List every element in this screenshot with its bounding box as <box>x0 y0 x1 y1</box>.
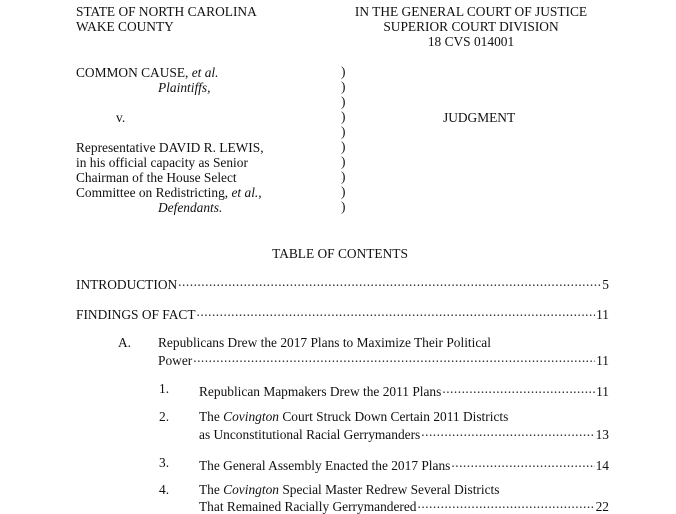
toc-label: Power <box>158 353 193 368</box>
paren: ) <box>341 199 346 214</box>
toc-text-part: Special Master Redrew Several Districts <box>278 482 500 497</box>
toc-title: TABLE OF CONTENTS <box>272 246 408 261</box>
defendant-line-2: in his official capacity as Senior <box>76 155 248 170</box>
toc-entry-item-1[interactable] <box>199 381 609 399</box>
toc-section-letter: A. <box>118 335 132 350</box>
defendant-line-4-text: Committee on Redistricting, <box>76 185 229 200</box>
dot-leader <box>442 381 595 396</box>
dot-leader <box>451 455 594 470</box>
case-number: 18 CVS 014001 <box>427 34 515 49</box>
paren: ) <box>341 124 346 139</box>
toc-item-2-line1[interactable] <box>199 409 508 424</box>
paren: ) <box>341 94 346 109</box>
toc-item-4-line1[interactable] <box>199 482 499 497</box>
paren: ) <box>341 64 346 79</box>
plaintiff-etal: et al. <box>191 65 219 80</box>
toc-case-name: Covington <box>223 409 279 424</box>
defendant-etal: et al., <box>231 185 262 200</box>
paren: ) <box>341 184 346 199</box>
defendant-line-1: Representative DAVID R. LEWIS, <box>76 140 264 155</box>
paren: ) <box>341 139 346 154</box>
paren: ) <box>341 154 346 169</box>
court-line: IN THE GENERAL COURT OF JUSTICE <box>354 4 588 19</box>
toc-case-name: Covington <box>223 482 279 497</box>
division-line: SUPERIOR COURT DIVISION <box>383 19 559 34</box>
toc-item-number: 3. <box>159 455 170 470</box>
dot-leader <box>197 304 596 319</box>
judgment-title: JUDGMENT <box>443 110 516 125</box>
toc-page-number: 13 <box>595 427 609 442</box>
dot-leader <box>418 496 595 511</box>
toc-page-number: 11 <box>596 307 609 322</box>
toc-entry-item-3[interactable] <box>199 455 609 473</box>
toc-page-number: 14 <box>595 458 609 473</box>
paren: ) <box>341 109 346 124</box>
toc-item-number: 2. <box>159 409 170 424</box>
plaintiff-name <box>76 65 219 80</box>
toc-page-number: 11 <box>596 353 609 368</box>
toc-text-part: Court Struck Down Certain 2011 Districts <box>278 409 509 424</box>
toc-entry-item-2[interactable] <box>199 424 609 442</box>
toc-page-number: 5 <box>602 277 609 292</box>
versus: v. <box>116 110 126 125</box>
toc-label: The General Assembly Enacted the 2017 Plans <box>199 458 451 473</box>
toc-label: FINDINGS OF FACT <box>76 307 196 322</box>
toc-entry-introduction[interactable] <box>76 274 609 292</box>
toc-label: as Unconstitutional Racial Gerrymanders <box>199 427 421 442</box>
toc-label: Republican Mapmakers Drew the 2011 Plans <box>199 384 442 399</box>
defendant-line-4 <box>76 185 262 200</box>
toc-page-number: 22 <box>595 499 609 514</box>
toc-entry-item-4[interactable] <box>199 496 609 514</box>
toc-label: That Remained Racially Gerrymandered <box>199 499 417 514</box>
county-line: WAKE COUNTY <box>76 19 174 34</box>
toc-text-part: The <box>199 482 224 497</box>
toc-entry-section-a[interactable] <box>158 350 609 368</box>
paren: ) <box>341 79 346 94</box>
dot-leader <box>421 424 594 439</box>
toc-item-number: 4. <box>159 482 170 497</box>
dot-leader <box>178 274 601 289</box>
plaintiff-name-text: COMMON CAUSE, <box>76 65 189 80</box>
paren: ) <box>341 169 346 184</box>
defendants-label: Defendants. <box>158 200 223 215</box>
toc-item-number: 1. <box>159 381 170 396</box>
state-line: STATE OF NORTH CAROLINA <box>76 4 257 19</box>
toc-section-a-line1[interactable]: Republicans Drew the 2017 Plans to Maximize Their Political <box>158 335 491 350</box>
caption-parentheses <box>341 64 351 214</box>
toc-label: INTRODUCTION <box>76 277 178 292</box>
plaintiffs-label: Plaintiffs, <box>158 80 211 95</box>
toc-text-part: The <box>199 409 224 424</box>
toc-entry-findings[interactable] <box>76 304 609 322</box>
toc-page-number: 11 <box>596 384 609 399</box>
defendant-line-3: Chairman of the House Select <box>76 170 237 185</box>
dot-leader <box>193 350 595 365</box>
